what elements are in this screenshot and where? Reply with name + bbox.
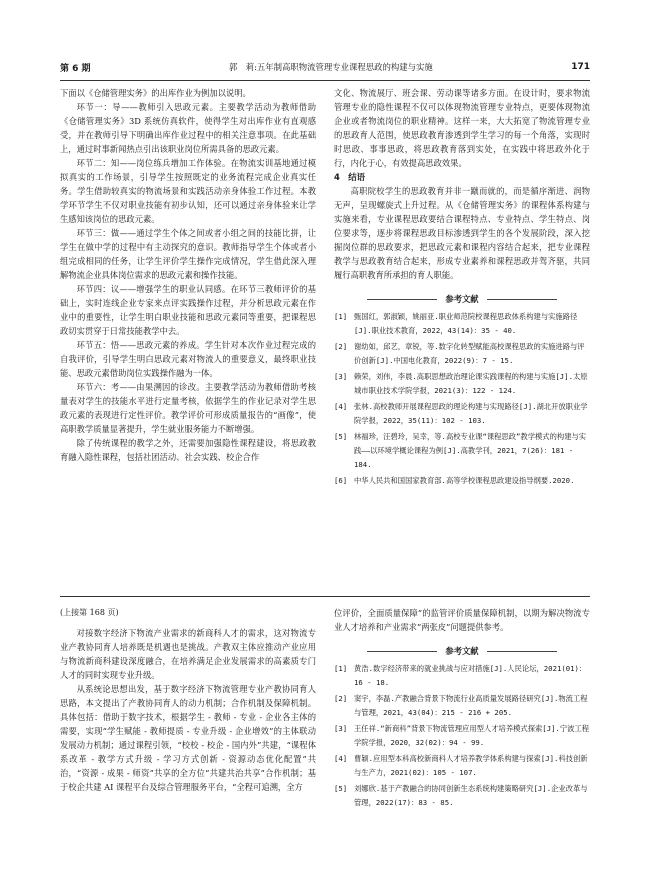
reference-text: 曹颖.应用型本科高校新商科人才培养教学体系构建与探索[J].科技创新与生产力，2021(02)：105 - 107. [354,754,588,777]
references-list [334,662,590,810]
top-left-column [60,86,316,464]
reference-text: 中华人民共和国国家教育部.高等学校课程思政建设指导纲要.2020. [354,476,575,485]
references-heading: 参考文献 [334,644,590,658]
article-divider [60,596,590,597]
reference-number: [3] [334,372,348,381]
reference-number: [3] [334,724,348,733]
body-paragraph: 环节五：悟——思政元素的养成。学生针对本次作业过程完成的自我评价，引导学生明白思政元素对物流人的重要意义，最终职业技能、思政元素借助岗位实践操作融为一体。 [60,340,316,378]
bottom-right-column [334,606,590,812]
section-heading: 4 结语 [334,172,365,182]
reference-item [334,370,590,398]
issue-label: 第 6 期 [60,63,91,74]
conclusion-paragraph: 高职院校学生的思政教育并非一蹴而就的，而是循序渐进、润物无声，呈现螺旋式上升过程。从《仓储管理实务》的课程体系构建与实施来看，专业课程思政要结合课程特点、专业特点、学生特点、岗位要求等，逐步将课程思政目标渗透到学生的各个发展阶段，深入挖掘岗位群的思政要求，把思政元素和课程内容结合起来，把专业课程教学与思政教育结合起来，形成专业素养和课程思政并驾齐驱，共同履行高职教育所承担的育人职能。 [334,186,590,280]
reference-number: [1] [334,312,348,321]
reference-number: [4] [334,402,348,411]
bottom-left-column [60,606,316,794]
body-paragraph: 环节一：导——教师引入思政元素。主要教学活动为教师借助《仓储管理实务》3D 系统仿真软件，使得学生对出库作业有直观感受，并在教师引导下明确出库作业过程中的相关注意事项。在此基础上，通过时事新闻热点引出该职业岗位所需具备的思政元素。 [60,102,316,154]
reference-number: [5] [334,432,348,441]
body-paragraph: 环节二：知——岗位练兵增加工作体验。在物流实训基地通过模拟真实的工作场景，引导学生按照既定的业务流程完成企业真实任务。学生借助较真实的物流场景和实践活动亲身体验工作过程。本教学环节学生不仅对职业技能有初步认知，还可以通过亲身体验来让学生感知该岗位的思政元素。 [60,158,316,224]
body-paragraph: 从系统论思想出发，基于数字经济下物流管理专业产教协同育人思路，本文提出了产教协同育人的动力机制；合作机制及保障机制。具体包括：借助于数字技术，根据学生 - 教师 - 专业 - 企业各主体的需要，实现“学生赋能 - 教师提质 - 专业升级 - 企业增效”的主体联动发展动力机制；通过课程引领，“校校 - 校企 - 国内外”共建，“课程体系改革 - 教学方式升级 - 学习方式创新 - 资源动态优化配置”共治，“资源 - 成果 - 师资”共享的全方位“共建共治共享”合作机制；基于校企共建 AI 课程平台及综合管理服务平台，“全程可追溯，全方 [60,684,316,792]
reference-item [334,310,590,338]
reference-text: 甄国红，郭淑颖，姚丽亚.职业师范院校课程思政体系构建与实施路径[J].职业技术教育，2022，43(14)：35 - 40. [354,312,578,335]
reference-text: 谢幼如，邱艺，章锐，等.数字化转型赋能高校课程思政的实施进路与评价创新[J].中国电化教育，2022(9)：7 - 15. [354,342,585,365]
reference-number: [4] [334,754,348,763]
body-paragraph: 环节四：议——增强学生的职业认同感。在环节三教师评价的基础上，实时连线企业专家来点评实践操作过程，并分析思政元素在作业中的重要性，让学生明白职业技能和思政元素同等重要，把课程思政切实贯穿于日常技能教学中去。 [60,284,316,336]
reference-text: 窦宇，李磊.产教融合背景下物流行业高质量发展路径研究[J].物流工程与管理，2021，43(04)：215 - 216 + 205. [354,694,588,717]
reference-text: 赖荣，刘伟，李晨.高职思想政治理论课实践课程的构建与实施[J].太原城市职业技术学院学报，2021(3)：122 - 124. [354,372,588,395]
reference-item [334,340,590,368]
reference-item [334,692,590,720]
header-rule [60,80,590,81]
reference-number: [6] [334,476,348,485]
running-header [60,60,590,74]
body-paragraph: 除了传统课程的教学之外，还需要加强隐性课程建设，将思政教育融入隐性课程，包括社团活动、社会实践、校企合作 [60,438,316,462]
continued-from-note: (上接第 168 页) [60,608,119,617]
top-right-column [334,86,590,490]
reference-text: 刘娜欣.基于产教融合的协同创新生态系统构建策略研究[J].企业改革与管理，2022(17)：83 - 85. [354,784,588,807]
reference-number: [5] [334,784,348,793]
body-paragraph: 位评价，全面质量保障”的监管评价质量保障机制，以期为解决物流专业人才培养和产业需求”两张皮”问题提供参考。 [334,608,590,632]
body-paragraph: 文化、物流展厅、班会课、劳动课等诸多方面。在设计时，要求物流管理专业的隐性课程不仅可以体现物流管理专业特点，更要体现物流企业或者物流岗位的职业精神。这样一来，大大拓宽了物流管理专业的思政育人范围，使思政教育渗透到学生学习的每一个角落，实现时时思政、事事思政，将思政教育落到实处，在实践中将思政外化于行，内化于心，有效提高思政效果。 [334,88,590,168]
body-paragraph: 环节三：做——通过学生个体之间或者小组之间的技能比拼，让学生在做中学的过程中有主动探究的意识。教师指导学生个体或者小组完成相同的任务，让学生评价学生操作完成情况，学生借此深入理解物流企业具体岗位需求的思政元素和操作技能。 [60,228,316,280]
reference-item [334,752,590,780]
reference-number: [2] [334,342,348,351]
references-list [334,310,590,488]
reference-item [334,474,590,488]
references-heading: 参考文献 [334,292,590,306]
body-paragraph: 环节六：考——由果溯因的诊改。主要教学活动为教师借助考核量表对学生的技能水平进行定量考核，依据学生的作业记录对学生思政元素的表现进行定性评价。教学评价可形成质量报告的“画像”，使高职教学质量显著提升，学生就业服务能力不断增强。 [60,382,316,434]
reference-text: 黄浩.数字经济带来的就业挑战与应对措施[J].人民论坛，2021(01)：16 - 18. [354,664,587,687]
reference-text: 王任祥.“新商科”背景下物流管理应用型人才培养模式探索[J].宁波工程学院学报，2020，32(02)：94 - 99. [354,724,590,747]
reference-number: [1] [334,664,348,673]
reference-item [334,430,590,472]
reference-number: [2] [334,694,348,703]
reference-item [334,722,590,750]
reference-text: 林福珍，汪碧玲，吴幸，等.高校专业课“课程思政”教学模式的构建与实践——以环境学概论课程为例[J].高教学刊，2021，7(26)：181 - 184. [354,432,587,469]
reference-item [334,400,590,428]
running-title: 郭 莉:五年制高职物流管理专业课程思政的构建与实施 [228,62,433,72]
body-paragraph: 下面以《仓储管理实务》的出库作业为例加以说明。 [60,88,251,98]
page-number: 171 [571,62,590,72]
reference-item [334,782,590,810]
body-paragraph: 对接数字经济下物流产业需求的新商科人才的需求，这对物流专业产教协同育人培养既是机遇也是挑战。产教双主体应推动产业应用与物流新商科建设深度融合，在培养满足企业发展需求的高素质专门人才的同时实现专业升级。 [60,628,316,680]
reference-text: 张林.高校教师开展课程思政的理论构建与实现路径[J].湖北开放职业学院学报，2022，35(11)：102 - 103. [354,402,588,425]
reference-item [334,662,590,690]
